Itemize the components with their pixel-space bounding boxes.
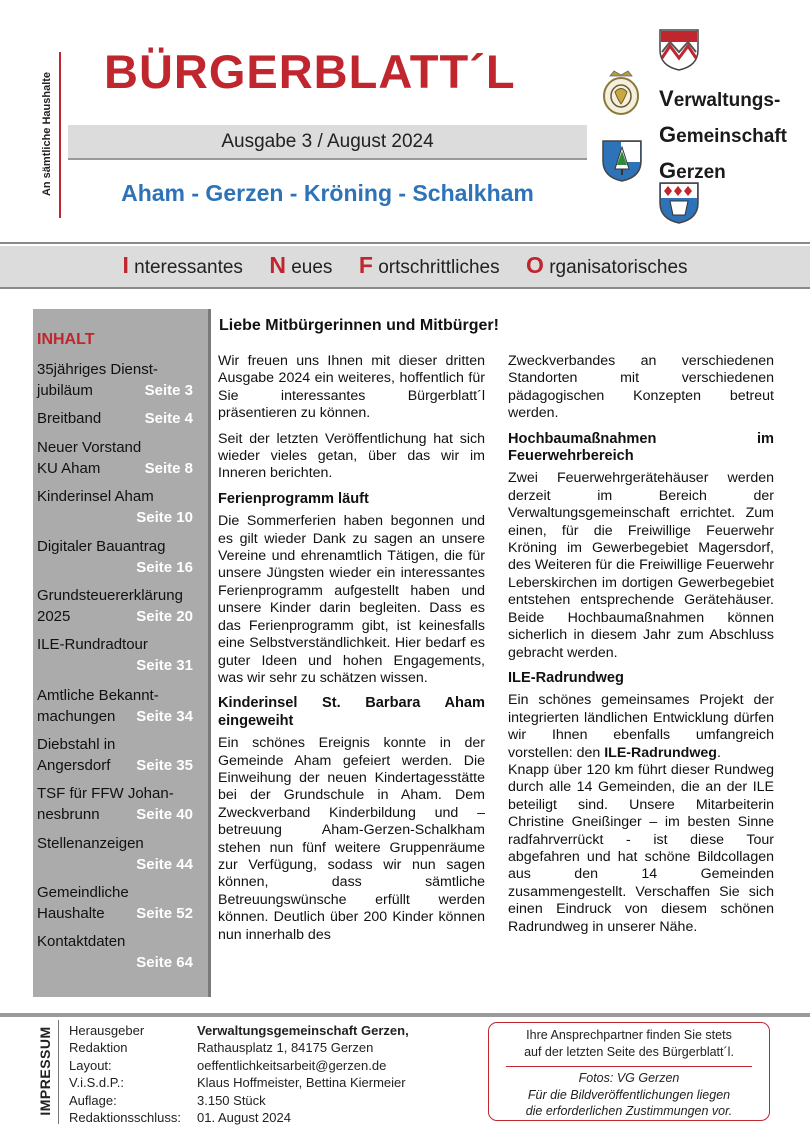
article-column-1 [218,353,485,952]
paragraph: Ein schönes gemeinsames Projekt der integrierten ländlichen Entwicklung dürfen wir Ihnen ebenfalls umfangreich vorstellen: den ILE-Radrundweg. [508,692,774,761]
paragraph: Wir freuen uns Ihnen mit dieser dritten Ausgabe 2024 ein weiteres, hoffentlich für Sie interessantes Bürgerblatt´l präsentieren zu können. [218,353,485,422]
impressum-separator [58,1020,59,1124]
section-heading: Ferienprogramm läuft [218,490,369,507]
toc-item[interactable]: Grundsteuererklärung 2025 Seite 20 [37,587,193,625]
paragraph: Ein schönes Ereignis konnte in der Gemeinde Aham gefeiert werden. Die Einweihung der neuen Kindertagesstätte bei der Grundschule in Aham. Dem Zweckverband Kinderbildung und –betreuung Aham-Gerzen-Schalkham stehen nun fünf weitere Gruppenräume zur Verfügung, sodass wir nun sagen können, dass sämtliche Betreuungswünsche erfüllt werden können. Deutlich über 200 Kinder können nun innerhalb des [218,735,485,943]
paragraph: Zwei Feuerwehrgerätehäuser werden derzeit im Bereich der Verwaltungsgemeinschaft errichtet. Zum einen, für die Freiwillige Feuerwehr Kröning im Gewerbegebiet Magersdorf, des Weiteren für die Freiwillige Feuerwehr Leberskirchen im dortigen Gewerbegebiet entstehen entsprechende Gerätehäuser. Beide Hochbaumaßnahmen können sicherlich in diesem Jahr zum Abschluss gebracht werden. [508,470,774,661]
toc-heading: INHALT [37,331,95,348]
toc-item[interactable]: Stellenanzeigen Seite 44 [37,835,193,873]
impressum-rule [0,1013,810,1017]
newsletter-title: BÜRGERBLATT´L [104,45,516,98]
photo-credit: Fotos: VG Gerzen Für die Bildveröffentlichungen liegen die erforderlichen Zustimmungen vor. [525,1071,733,1118]
toc-item[interactable]: Amtliche Bekannt- machungen Seite 34 [37,687,193,725]
contact-note: Ihre Ansprechpartner finden Sie stets auf der letzten Seite des Bürgerblatt´l. [524,1028,734,1059]
impressum-keys: Herausgeber Redaktion Layout: V.i.S.d.P.: Auflage: Redaktionsschluss: [69,1023,181,1126]
municipalities-line: Aham - Gerzen - Kröning - Schalkham [121,180,534,206]
impressum-label: IMPRESSUM [37,1026,53,1116]
section-heading: Kinderinsel St. Barbara Aham eingeweiht [218,695,485,729]
toc-item[interactable]: TSF für FFW Johan- nesbrunn Seite 40 [37,785,193,823]
distribution-note: An sämtliche Haushalte [41,71,53,197]
header-divider [59,52,61,218]
paragraph: Knapp über 120 km führt dieser Rundweg durch alle 14 Gemeinden, die an der ILE beteiligt sind. Unsere Mitarbeiterin Christine Gneißinger – im besten Sinne radfahrverrückt - ist diese Tour abgefahren und hat schöne Bildcollagen aus den 14 Gemeinden zusammengestellt. Verschaffen Sie sich einen Eindruck von diesem schönen Radrundweg in unserer Nähe. [508,761,774,935]
article-headline: Liebe Mitbürgerinnen und Mitbürger! [219,317,499,334]
toc-item[interactable]: Digitaler Bauantrag Seite 16 [37,538,193,576]
toc-item[interactable]: Kinderinsel Aham Seite 10 [37,488,193,526]
crest-tree-icon [601,139,643,183]
contact-divider [506,1066,752,1067]
toc-item[interactable]: Gemeindliche Haushalte Seite 52 [37,884,193,922]
toc-item[interactable]: 35jähriges Dienst- jubiläum Seite 3 [37,361,193,399]
paragraph: Zweckverbandes an verschiedenen Standorten mit verschiedenen pädagogischen Konzepten betreut werden. [508,353,774,422]
info-acronym: I nteressantes N eues F ortschrittliches O rganisatorisches [122,252,688,278]
paragraph: Seit der letzten Veröffentlichung hat sich wieder vieles getan, über das wir im Inneren berichten. [218,430,485,482]
article-column-2 [508,353,774,944]
impressum-values: Verwaltungsgemeinschaft Gerzen, Rathausplatz 1, 84175 Gerzen oeffentlichkeitsarbeit@gerzen.de Klaus Hoffmeister, Bettina Kiermeier 3.150 Stück 01. August 2024 [197,1023,409,1126]
paragraph: Die Sommerferien haben begonnen und es gilt wieder Dank zu sagen an unsere Vereine und ehrenamtlich Tätigen, die für unsere Jüngsten wieder ein interessantes Ferienprogramm aufgestellt haben und unsere Kinder darin begleiten. Dass es das Ferienprogramm gibt, ist keinesfalls eine Selbstverständlichkeit. Hier bedarf es guter Ideen und hohen Engagements, was wir sehr zu schätzen wissen. [218,513,485,686]
section-heading: Hochbaumaßnahmen im Feuerwehrbereich [508,430,774,465]
toc-item[interactable]: Neuer Vorstand KU Aham Seite 8 [37,439,193,477]
issue-banner: Ausgabe 3 / August 2024 [68,125,587,160]
toc-item[interactable]: Kontaktdaten Seite 64 [37,933,193,971]
section-heading: ILE-Radrundweg [508,669,624,686]
band-top-rule [0,242,810,244]
email-link[interactable]: oeffentlichkeitsarbeit@gerzen.de [197,1057,387,1073]
organization-name: Verwaltungs- Gemeinschaft Gerzen [659,86,787,183]
toc-item[interactable]: Breitband Seite 4 [37,410,193,427]
crest-crowned-icon [600,70,642,116]
crest-top-icon [658,28,700,72]
toc-item[interactable]: ILE-Rundradtour Seite 31 [37,636,193,674]
toc-item[interactable]: Diebstahl in Angersdorf Seite 35 [37,736,193,774]
